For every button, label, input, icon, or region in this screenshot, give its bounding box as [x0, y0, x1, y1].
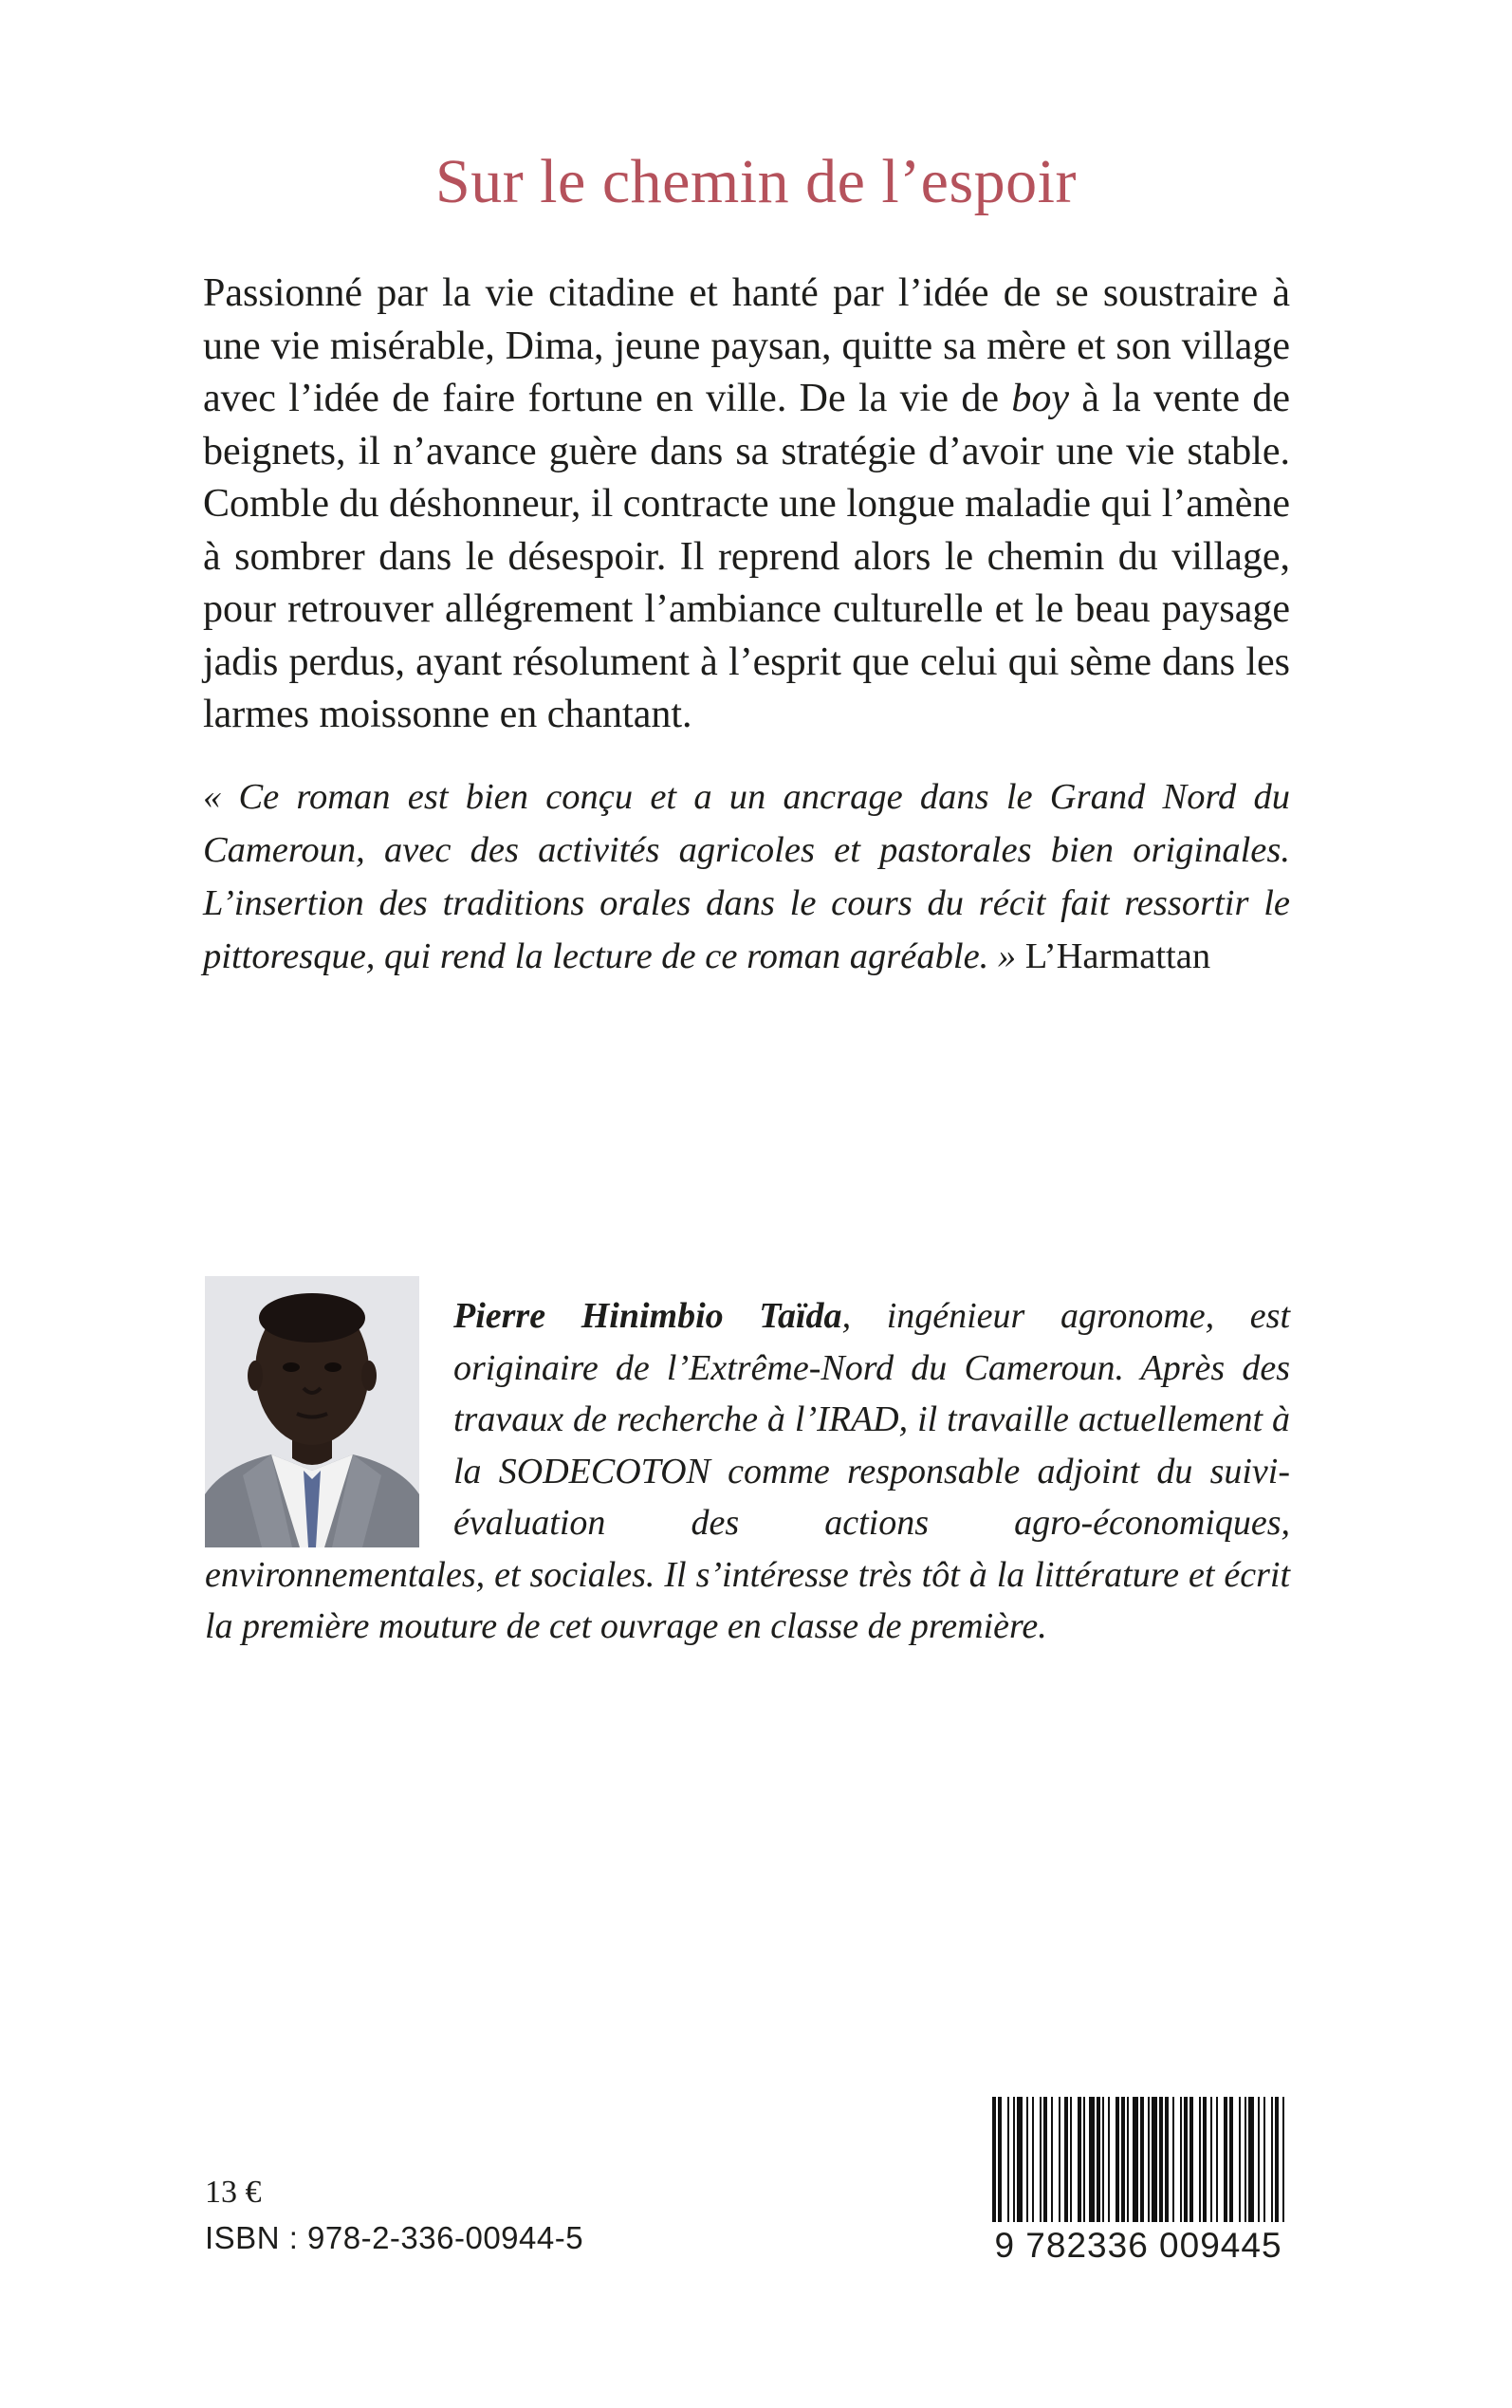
price: 13 € — [205, 2175, 262, 2210]
barcode-bar — [1245, 2097, 1246, 2222]
barcode-bar — [1148, 2097, 1150, 2222]
barcode-bar — [1159, 2097, 1163, 2222]
barcode-bar — [1070, 2097, 1072, 2222]
barcode-bar — [1263, 2097, 1265, 2222]
barcode-bar — [1133, 2097, 1138, 2222]
barcode-bar — [1224, 2097, 1227, 2222]
barcode-bar — [1229, 2097, 1233, 2222]
barcode-bar — [1032, 2097, 1034, 2222]
barcode-bar — [1040, 2097, 1042, 2222]
author-name: Pierre Hinimbio Taïda — [453, 1296, 842, 1336]
summary-text-start: Passionné par la vie citadine et hanté par l’idée de se soustraire à une vie misérable, Dima, jeune paysan, quitte sa mère et son village avec l’idée de faire fortune en ville. De la vie de — [203, 271, 1290, 420]
barcode-bar — [1051, 2097, 1053, 2222]
barcode-bar — [1216, 2097, 1218, 2222]
barcode-bar — [1121, 2097, 1125, 2222]
book-summary — [203, 268, 1290, 742]
barcode-bar — [1184, 2097, 1188, 2222]
barcode-bar — [1248, 2097, 1254, 2222]
author-bio — [205, 1290, 1290, 1653]
barcode-bar — [1089, 2097, 1095, 2222]
barcode-bar — [1275, 2097, 1279, 2222]
barcode-bar — [1140, 2097, 1144, 2222]
barcode-bar — [1078, 2097, 1081, 2222]
barcode-bar — [1064, 2097, 1068, 2222]
barcode-bar — [1097, 2097, 1100, 2222]
publisher-quote — [203, 770, 1290, 983]
barcode-bar — [1043, 2097, 1047, 2222]
barcode-bar — [1083, 2097, 1085, 2222]
summary-italic-word: boy — [1011, 377, 1070, 420]
barcode-bar — [1108, 2097, 1110, 2222]
barcode — [986, 2097, 1290, 2272]
barcode-bar — [1127, 2097, 1129, 2222]
barcode-bar — [1199, 2097, 1201, 2222]
barcode-bar — [1026, 2097, 1028, 2222]
isbn: ISBN : 978-2-336-00944-5 — [205, 2220, 584, 2255]
barcode-bar — [1007, 2097, 1009, 2222]
barcode-bar — [1102, 2097, 1104, 2222]
barcode-digits: 9 782336 009445 — [994, 2226, 1282, 2265]
barcode-bar — [1017, 2097, 1023, 2222]
barcode-bar — [1271, 2097, 1273, 2222]
quote-source: L’Harmattan — [1024, 936, 1211, 976]
barcode-bar — [1239, 2097, 1241, 2222]
barcode-bar — [1210, 2097, 1212, 2222]
barcode-bar — [1165, 2097, 1169, 2222]
barcode-bar — [1059, 2097, 1060, 2222]
book-title: Sur le chemin de l’espoir — [435, 147, 1077, 217]
barcode-bar — [1282, 2097, 1284, 2222]
barcode-bar — [998, 2097, 1002, 2222]
barcode-bar — [1203, 2097, 1207, 2222]
barcode-bar — [992, 2097, 996, 2222]
summary-text-end: à la vente de beignets, il n’avance guère dans sa stratégie d’avoir une vie stable. Comble du déshonneur, il contracte une longue maladie qui l’amène à sombrer dans le désespoir. Il reprend alors le chemin du village, pour retrouver allégrement l’ambiance culturelle et le beau paysage jadis perdus, ayant résolument à l’esprit que celui qui sème dans les larmes moissonne en chantant. — [203, 377, 1290, 736]
photo-text-wrap-spacer — [205, 1290, 453, 1547]
author-bio-text: , ingénieur agronome, est originaire de l’Extrême-Nord du Cameroun. Après des travaux de recherche à l’IRAD, il travaille actuellement à la SODECOTON comme responsable adjoint du suivi-évaluation des actions agro-économiques, environnementales, et sociales. Il s’intéresse très tôt à la littérature et écrit la première mouture de cet ouvrage en classe de première. — [205, 1296, 1290, 1646]
barcode-bar — [1013, 2097, 1015, 2222]
barcode-bar — [1189, 2097, 1193, 2222]
barcode-bars — [986, 2097, 1290, 2230]
quote-text: « Ce roman est bien conçu et a un ancrage dans le Grand Nord du Cameroun, avec des activités agricoles et pastorales bien originales. L’insertion des traditions orales dans le cours du récit fait ressortir le pittoresque, qui rend la lecture de ce roman agréable. » — [203, 777, 1290, 976]
barcode-bar — [1258, 2097, 1260, 2222]
barcode-bar — [1180, 2097, 1182, 2222]
barcode-bar — [1172, 2097, 1174, 2222]
barcode-bar — [1152, 2097, 1157, 2222]
barcode-bar — [1116, 2097, 1119, 2222]
